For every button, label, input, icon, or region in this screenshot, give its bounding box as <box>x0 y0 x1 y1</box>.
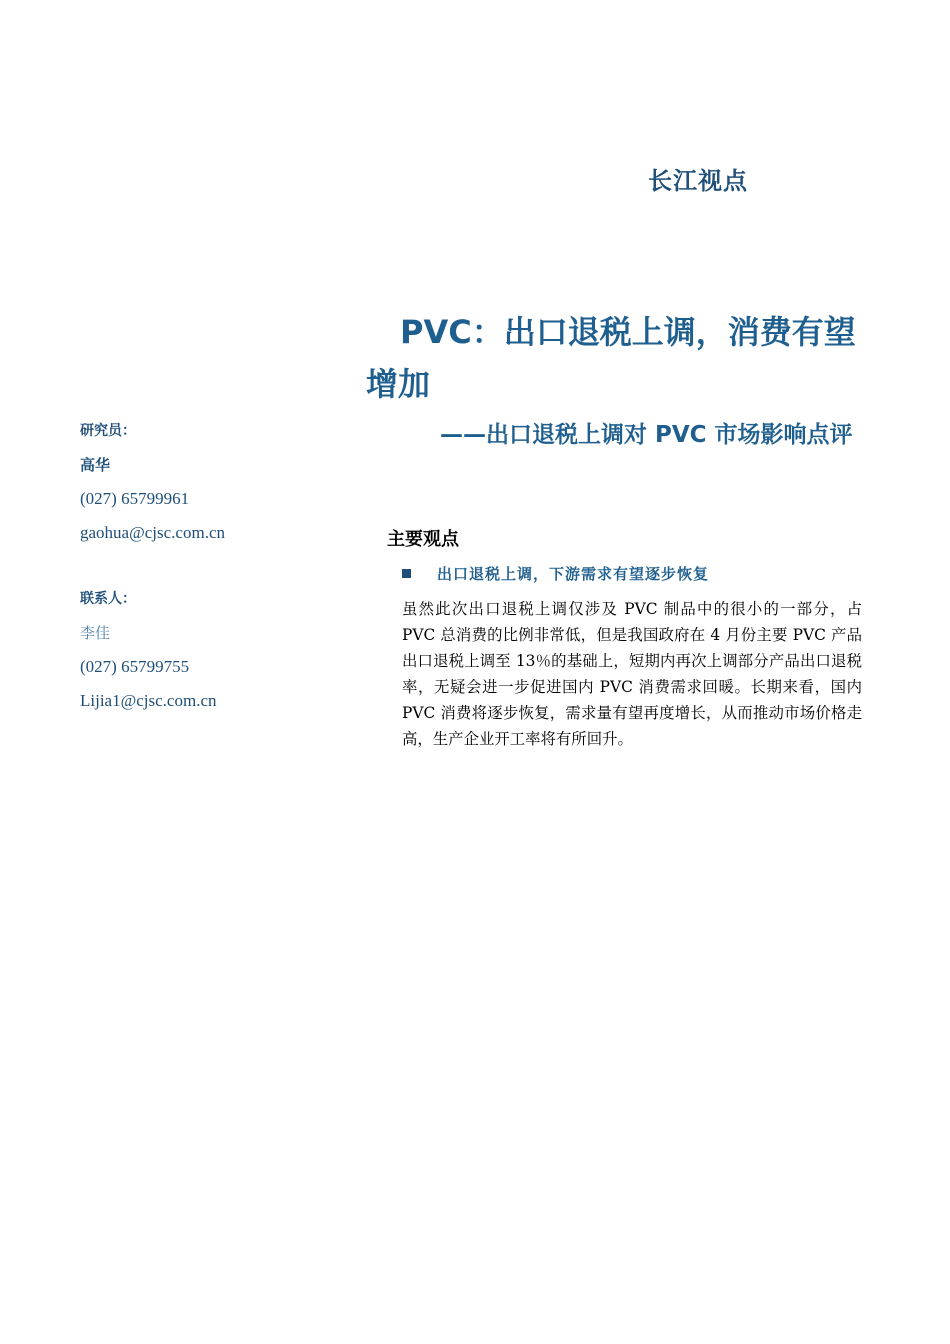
researcher-label: 研究员： <box>80 423 136 439</box>
square-bullet-icon <box>402 569 411 578</box>
researcher-email[interactable]: gaohua@cjsc.com.cn <box>80 523 225 542</box>
analyst-sidebar <box>80 418 340 722</box>
sidebar-spacer <box>80 554 340 586</box>
contact-label: 联系人： <box>80 591 136 607</box>
report-subtitle: ——出口退税上调对 PVC 市场影响点评 <box>440 422 853 448</box>
report-title: PVC：出口退税上调，消费有望增加 <box>366 313 856 403</box>
bullet-title: 出口退税上调，下游需求有望逐步恢复 <box>437 565 710 583</box>
section-heading: 主要观点 <box>387 529 459 550</box>
researcher-name: 高华 <box>80 456 111 474</box>
bullet-body-paragraph: 虽然此次出口退税上调仅涉及 PVC 制品中的很小的一部分，占 PVC 总消费的比例非常低，但是我国政府在 4 月份主要 PVC 产品出口退税上调至 13％的基础上，短期内再次上调部分产品出口退税率，无疑会进一步促进国内 PVC 消费需求回暖。长期来看，国内 PVC 消费将逐步恢复，需求量有望再度增长，从而推动市场价格走高，生产企业开工率将有所回升。 <box>402 600 862 748</box>
researcher-phone: (027) 65799961 <box>80 489 190 508</box>
contact-phone: (027) 65799755 <box>80 657 190 676</box>
contact-name: 李佳 <box>80 624 111 642</box>
bullet-header <box>402 563 709 584</box>
brand-title: 长江视点 <box>648 167 748 195</box>
contact-email[interactable]: Lijia1@cjsc.com.cn <box>80 691 217 710</box>
